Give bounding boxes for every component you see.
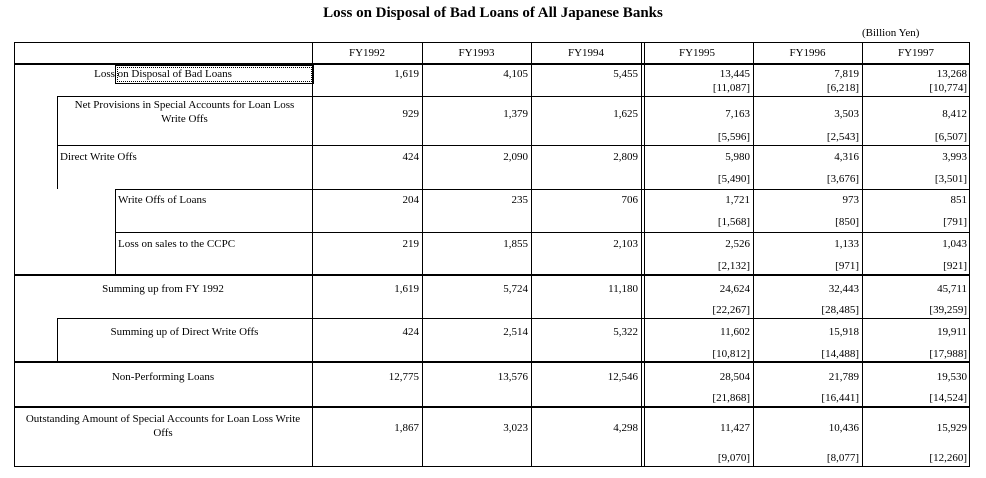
cell-bracket-value: [6,507] <box>934 131 967 143</box>
column-divider-double <box>644 42 645 64</box>
column-divider <box>422 362 423 407</box>
cell-value: 851 <box>950 194 967 206</box>
cell-value: 2,090 <box>503 151 528 163</box>
cell-value: 12,775 <box>388 371 419 383</box>
cell-value: 2,526 <box>725 238 750 250</box>
page-title: Loss on Disposal of Bad Loans of All Japanese Banks <box>323 5 663 21</box>
cell-value: 929 <box>402 108 419 120</box>
cell-bracket-value: [3,501] <box>934 173 967 185</box>
selected-cell[interactable] <box>115 65 314 84</box>
cell-value: 7,163 <box>725 108 750 120</box>
unit-label: (Billion Yen) <box>862 27 920 39</box>
column-header: FY1994 <box>567 47 605 59</box>
column-header: FY1995 <box>678 47 716 59</box>
cell-value: 1,379 <box>503 108 528 120</box>
cell-value: 4,105 <box>503 68 528 80</box>
cell-value: 32,443 <box>828 283 859 295</box>
column-divider <box>862 42 863 64</box>
cell-bracket-value: [39,259] <box>929 304 967 316</box>
row-label: Direct Write Offs <box>60 151 137 163</box>
cell-value: 28,504 <box>719 371 750 383</box>
column-divider <box>312 362 313 407</box>
cell-value: 1,133 <box>834 238 859 250</box>
indent-line <box>57 145 58 189</box>
cell-value: 4,316 <box>834 151 859 163</box>
column-divider <box>641 42 642 64</box>
cell-value: 7,819 <box>834 68 859 80</box>
cell-value: 21,789 <box>828 371 859 383</box>
cell-value: 8,412 <box>942 108 967 120</box>
cell-value: 15,918 <box>828 326 859 338</box>
cell-value: 2,514 <box>503 326 528 338</box>
cell-value: 45,711 <box>937 283 967 295</box>
cell-value: 3,503 <box>834 108 859 120</box>
cell-value: 4,298 <box>613 422 638 434</box>
cell-value: 24,624 <box>719 283 750 295</box>
indent-line <box>57 318 58 362</box>
cell-bracket-value: [3,676] <box>826 173 859 185</box>
cell-value: 12,546 <box>607 371 638 383</box>
cell-value: 424 <box>402 326 419 338</box>
cell-bracket-value: [5,490] <box>717 173 750 185</box>
row-label: Loss on Disposal of Bad Loans <box>94 68 232 80</box>
cell-bracket-value: [2,543] <box>826 131 859 143</box>
column-divider <box>531 407 532 467</box>
cell-value: 235 <box>511 194 528 206</box>
cell-bracket-value: [8,077] <box>826 452 859 464</box>
cell-bracket-value: [791] <box>943 216 967 228</box>
cell-value: 13,576 <box>497 371 528 383</box>
cell-bracket-value: [10,812] <box>712 348 750 360</box>
cell-bracket-value: [9,070] <box>717 452 750 464</box>
column-divider <box>753 42 754 64</box>
cell-value: 424 <box>402 151 419 163</box>
column-header: FY1996 <box>789 47 826 59</box>
cell-value: 2,809 <box>613 151 638 163</box>
row-label: Outstanding Amount of Special Accounts for Loan Loss Write Offs <box>25 413 301 439</box>
cell-value: 19,911 <box>937 326 967 338</box>
cell-bracket-value: [12,260] <box>929 452 967 464</box>
cell-value: 5,455 <box>613 68 638 80</box>
cell-bracket-value: [14,488] <box>821 348 859 360</box>
column-divider <box>422 42 423 64</box>
column-divider <box>312 42 313 64</box>
column-divider <box>531 362 532 407</box>
row-divider <box>115 189 970 190</box>
cell-bracket-value: [850] <box>835 216 859 228</box>
column-header: FY1992 <box>348 47 386 59</box>
cell-value: 1,855 <box>503 238 528 250</box>
cell-bracket-value: [1,568] <box>717 216 750 228</box>
cell-value: 19,530 <box>936 371 967 383</box>
cell-value: 204 <box>402 194 419 206</box>
cell-bracket-value: [14,524] <box>929 392 967 404</box>
column-divider <box>422 407 423 467</box>
row-divider <box>57 318 970 319</box>
column-header: FY1993 <box>458 47 495 59</box>
cell-value: 706 <box>621 194 638 206</box>
column-divider <box>531 42 532 64</box>
cell-bracket-value: [5,596] <box>717 131 750 143</box>
cell-bracket-value: [921] <box>943 260 967 272</box>
cell-bracket-value: [21,868] <box>712 392 750 404</box>
row-label: Write Offs of Loans <box>118 194 207 206</box>
cell-bracket-value: [971] <box>835 260 859 272</box>
cell-bracket-value: [11,087] <box>712 82 750 94</box>
cell-bracket-value: [10,774] <box>929 82 967 94</box>
cell-bracket-value: [28,485] <box>821 304 859 316</box>
cell-value: 1,619 <box>394 283 419 295</box>
row-divider <box>57 145 970 146</box>
cell-value: 13,445 <box>719 68 750 80</box>
cell-value: 11,427 <box>720 422 750 434</box>
row-label: Net Provisions in Special Accounts for Loan Loss Write Offs <box>74 99 295 125</box>
column-header: FY1997 <box>897 47 935 59</box>
cell-value: 13,268 <box>936 68 967 80</box>
row-label: Loss on sales to the CCPC <box>118 238 236 250</box>
cell-value: 15,929 <box>936 422 967 434</box>
cell-value: 3,023 <box>503 422 528 434</box>
cell-value: 1,867 <box>394 422 419 434</box>
cell-value: 1,721 <box>725 194 750 206</box>
cell-bracket-value: [2,132] <box>717 260 750 272</box>
cell-value: 3,993 <box>942 151 967 163</box>
indent-line <box>115 232 116 275</box>
cell-bracket-value: [22,267] <box>712 304 750 316</box>
cell-value: 5,724 <box>503 283 528 295</box>
cell-value: 10,436 <box>828 422 859 434</box>
indent-line <box>57 96 58 145</box>
cell-value: 1,619 <box>394 68 419 80</box>
cell-value: 219 <box>402 238 419 250</box>
cell-value: 11,180 <box>608 283 638 295</box>
cell-bracket-value: [17,988] <box>929 348 967 360</box>
cell-value: 2,103 <box>613 238 638 250</box>
row-label: Summing up of Direct Write Offs <box>110 326 259 338</box>
cell-value: 1,043 <box>942 238 967 250</box>
cell-value: 5,322 <box>613 326 638 338</box>
cell-value: 11,602 <box>720 326 750 338</box>
row-label: Summing up from FY 1992 <box>102 283 224 295</box>
cell-value: 1,625 <box>613 108 638 120</box>
cell-bracket-value: [6,218] <box>826 82 859 94</box>
indent-line <box>115 189 116 232</box>
row-label: Non-Performing Loans <box>111 371 215 383</box>
row-divider <box>115 232 970 233</box>
cell-bracket-value: [16,441] <box>821 392 859 404</box>
cell-value: 5,980 <box>725 151 750 163</box>
row-divider <box>57 96 970 97</box>
cell-value: 973 <box>842 194 859 206</box>
column-divider <box>312 407 313 467</box>
